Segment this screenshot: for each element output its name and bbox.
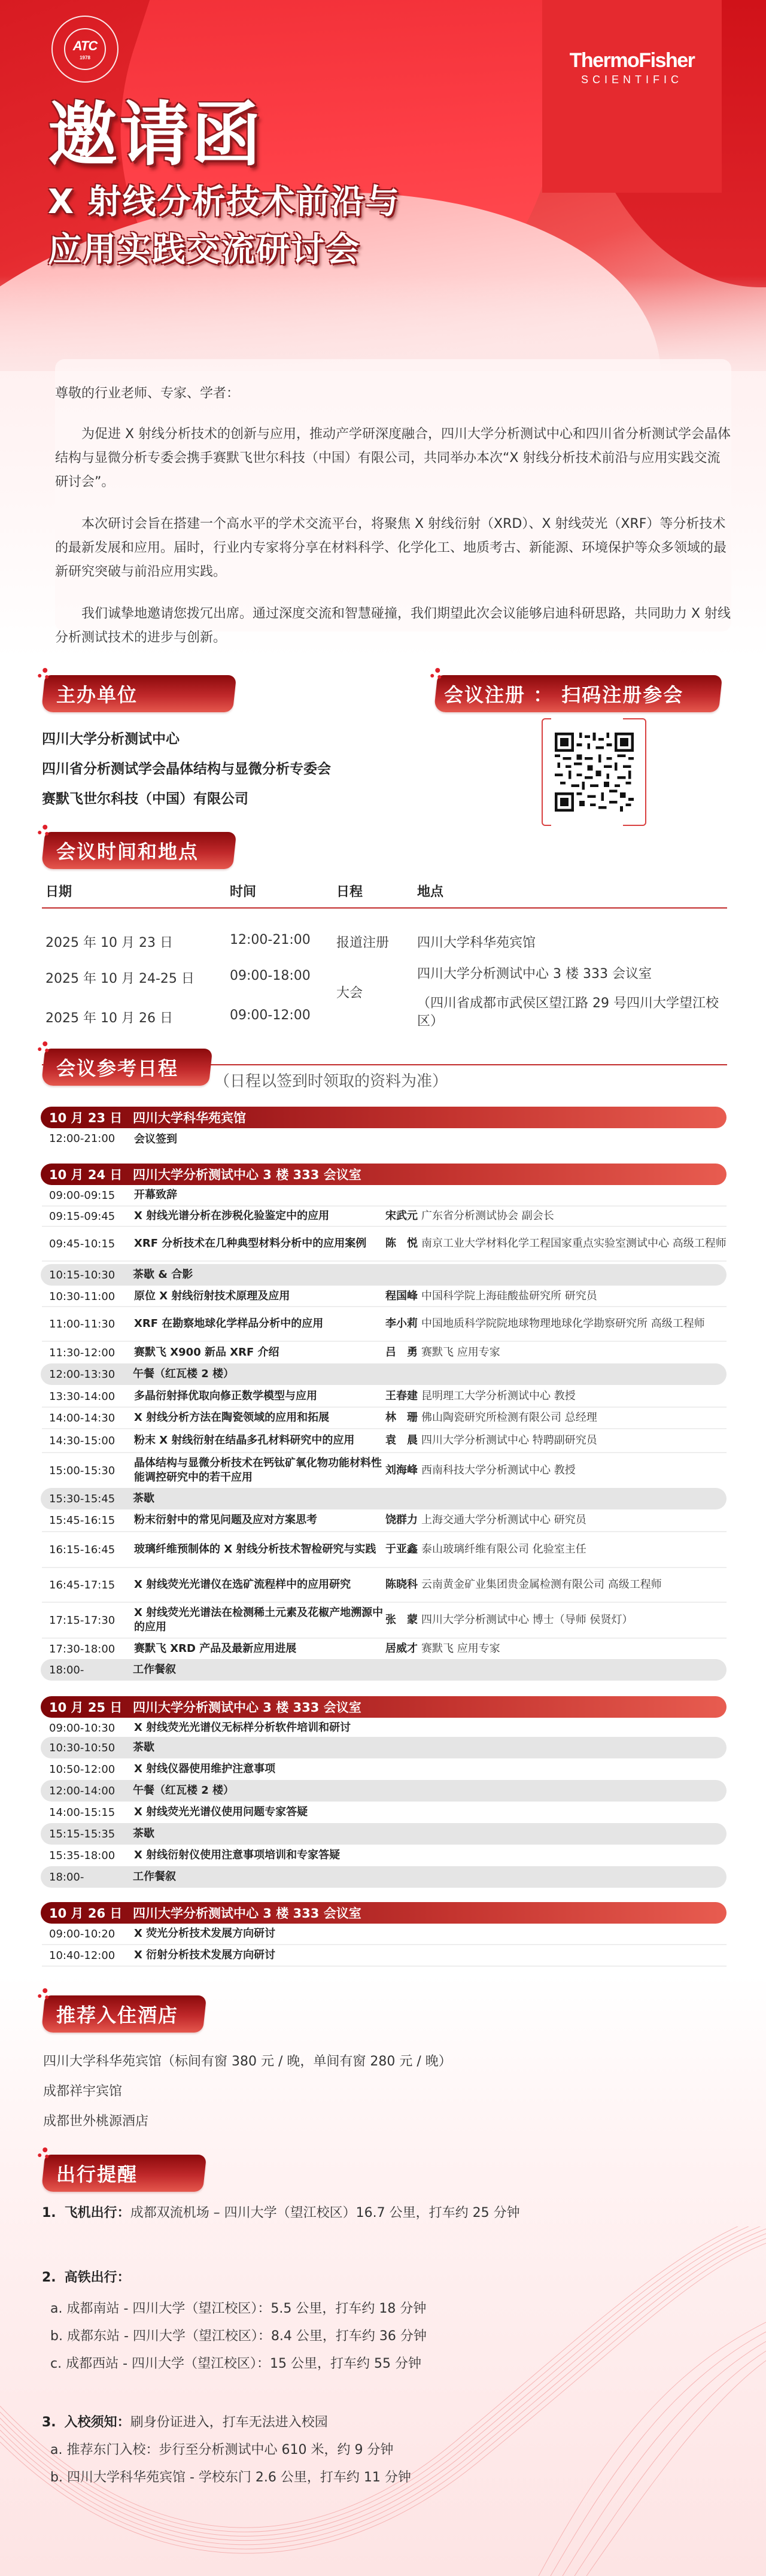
day-venue: 四川大学分析测试中心 3 楼 333 会议室 <box>133 1168 361 1182</box>
column-header-agenda: 日程 <box>336 884 363 900</box>
schedule-row <box>42 1845 727 1866</box>
day-header <box>41 1107 727 1128</box>
schedule-row <box>42 1718 727 1738</box>
page-subtitle-line1: X 射线分析技术前沿与 <box>48 183 400 221</box>
travel-item-campus <box>42 2412 328 2431</box>
speaker-name: 刘海峰 <box>385 1464 418 1477</box>
schedule-topic: X 射线光谱分析在涉税化验鉴定中的应用 <box>134 1210 330 1222</box>
schedule-speaker <box>385 1209 727 1223</box>
hotel-list <box>43 2047 452 2137</box>
item-text: 成都双流机场 – 四川大学（望江校区）16.7 公里，打车约 25 分钟 <box>130 2206 520 2220</box>
schedule-speaker <box>385 1317 727 1331</box>
section-header-hotels <box>41 1995 207 2033</box>
organizer-item: 赛默飞世尔科技（中国）有限公司 <box>42 791 248 807</box>
travel-subitem: a. 推荐东门入校：步行至分析测试中心 610 米，约 9 分钟 <box>50 2443 394 2457</box>
schedule-topic: 茶歇 <box>133 1492 154 1505</box>
speaker-name: 程国峰 <box>385 1290 418 1302</box>
schedule-topic: X 射线衍射仪使用注意事项培训和专家答疑 <box>134 1849 341 1861</box>
schedule-time: 10:50-12:00 <box>49 1763 115 1776</box>
schedule-speaker <box>385 1613 727 1627</box>
schedule-time: 10:40-12:00 <box>49 1949 115 1962</box>
day-header <box>41 1696 727 1718</box>
thermofisher-logo <box>542 0 722 193</box>
schedule-topic: 多晶衍射择优取向修正数学模型与应用 <box>134 1390 317 1402</box>
registration-qr-code[interactable] <box>555 733 634 812</box>
schedule-topic: XRF 分析技术在几种典型材料分析中的应用案例 <box>134 1237 367 1250</box>
schedule-speaker <box>385 1411 727 1425</box>
section-title: 出行提醒 <box>56 2163 138 2186</box>
section-header-organizers <box>41 675 237 712</box>
day-venue: 四川大学分析测试中心 3 楼 333 会议室 <box>133 1906 361 1921</box>
schedule-row <box>42 1342 727 1363</box>
speaker-name: 宋武元 <box>385 1210 418 1222</box>
schedule-topic: 赛默飞 XRD 产品及最新应用进展 <box>134 1642 297 1655</box>
table-cell-time: 09:00-18:00 <box>230 968 311 983</box>
section-title: 会议时间和地点 <box>56 840 199 863</box>
schedule-time: 14:00-14:30 <box>49 1411 115 1424</box>
day-header <box>41 1902 727 1924</box>
section-title: 推荐入住酒店 <box>56 2004 179 2027</box>
organizer-item: 四川大学分析测试中心 <box>42 731 180 747</box>
schedule-topic: X 射线分析方法在陶瓷领域的应用和拓展 <box>134 1411 330 1424</box>
travel-subitem: b. 四川大学科华苑宾馆 - 学校东门 2.6 公里，打车约 11 分钟 <box>50 2470 411 2485</box>
item-text: 刷身份证进入，打车无法进入校园 <box>130 2415 328 2430</box>
organizer-item: 四川省分析测试学会晶体结构与显微分析专委会 <box>42 761 331 777</box>
section-header-travel <box>41 2155 207 2192</box>
table-cell-place-address: （四川省成都市武侯区望江路 29 号四川大学望江校区） <box>417 996 719 1029</box>
schedule-topic: 工作餐叙 <box>133 1663 176 1676</box>
schedule-speaker <box>385 1542 727 1557</box>
section-header-time-place <box>41 832 237 869</box>
schedule-time: 15:35-18:00 <box>49 1849 115 1862</box>
schedule-topic: X 射线荧光光谱法在检测稀土元素及花椒产地溯源中的应用 <box>134 1606 384 1633</box>
schedule-speaker <box>385 1642 727 1656</box>
schedule-time: 11:00-11:30 <box>49 1317 115 1330</box>
schedule-topic: 玻璃纤维预制体的 X 射线分析技术智检研究与实践 <box>134 1543 376 1556</box>
schedule-topic: X 射线荧光光谱仪在选矿流程样中的应用研究 <box>134 1578 351 1591</box>
schedule-time: 15:00-15:30 <box>49 1464 115 1477</box>
travel-item-flight <box>42 2203 520 2221</box>
schedule-row <box>42 1568 727 1603</box>
intro-paragraph: 为促进 X 射线分析技术的创新与应用，推动产学研深度融合，四川大学分析测试中心和四川省分析测试学会晶体结构与显微分析专委会携手赛默飞世尔科技（中国）有限公司，共同举办本次“X 射线分析技术前沿与应用实践交流研讨会”。 <box>55 427 731 490</box>
schedule-time: 17:15-17:30 <box>49 1614 115 1627</box>
schedule-row-break <box>41 1823 727 1845</box>
schedule-time: 15:15-15:35 <box>49 1827 115 1840</box>
schedule-time: 09:00-10:30 <box>49 1721 115 1734</box>
schedule-row <box>42 1945 727 1967</box>
intro-paragraph: 本次研讨会旨在搭建一个高水平的学术交流平台，将聚焦 X 射线衍射（XRD）、X 射线荧光（XRF）等分析技术的最新发展和应用。届时，行业内专家将分享在材料科学、化学化工、地质考古、新能源、环境保护等众多领域的最新研究突破与前沿应用实践。 <box>55 517 727 579</box>
section-title: 主办单位 <box>56 684 138 706</box>
schedule-speaker <box>385 1513 727 1527</box>
atc-logo-mark: ATC <box>72 38 98 53</box>
dots-icon <box>38 668 52 682</box>
speaker-name: 林 珊 <box>385 1411 418 1424</box>
travel-subitem: b. 成都东站 - 四川大学（望江校区）：8.4 公里，打车约 36 分钟 <box>50 2329 427 2344</box>
speaker-affiliation: 上海交通大学分析测试中心 研究员 <box>421 1514 586 1526</box>
schedule-topic: 粉末衍射中的常见问题及应对方案思考 <box>134 1514 317 1526</box>
speaker-name: 张 蒙 <box>385 1614 418 1626</box>
speaker-name: 于亚鑫 <box>385 1543 418 1556</box>
speaker-affiliation: 四川大学分析测试中心 博士（导师 侯贤灯） <box>421 1614 633 1626</box>
schedule-row <box>42 1185 727 1207</box>
schedule-topic: X 衍射分析技术发展方向研讨 <box>134 1949 276 1961</box>
page-title: 邀请函 <box>48 95 263 175</box>
schedule-time: 09:45-10:15 <box>49 1237 115 1250</box>
thermofisher-sub: SCIENTIFIC <box>580 74 683 86</box>
dots-icon <box>38 1041 52 1056</box>
speaker-name: 居威才 <box>385 1642 418 1655</box>
organizer-list <box>42 724 331 814</box>
schedule-speaker <box>385 1389 727 1404</box>
schedule-row <box>42 1386 727 1408</box>
item-number: 1. <box>42 2206 56 2220</box>
schedule-row <box>42 1509 727 1532</box>
table-body <box>42 909 727 1065</box>
schedule-time: 10:30-11:00 <box>49 1290 115 1303</box>
table-cell-date: 2025 年 10 月 26 日 <box>45 1011 173 1026</box>
schedule-row <box>42 1758 727 1780</box>
day-venue: 四川大学分析测试中心 3 楼 333 会议室 <box>133 1700 361 1715</box>
day-date: 10 月 26 日 <box>49 1906 123 1921</box>
schedule-speaker <box>385 1463 727 1478</box>
speaker-affiliation: 中国地质科学院院地球物理地球化学勘察研究所 高级工程师 <box>421 1317 705 1330</box>
atc-logo <box>51 16 118 83</box>
schedule-row <box>42 1924 727 1945</box>
dots-icon <box>38 2147 52 2162</box>
speaker-name: 王春建 <box>385 1390 418 1402</box>
schedule-speaker <box>385 1433 727 1448</box>
table-cell-agenda-merged: 大会 <box>336 986 363 1001</box>
table-cell-agenda: 报道注册 <box>336 935 390 950</box>
schedule-time: 09:15-09:45 <box>49 1210 115 1223</box>
qr-frame <box>542 718 646 826</box>
schedule-topic: 开幕致辞 <box>134 1189 177 1201</box>
schedule-time: 14:30-15:00 <box>49 1434 115 1447</box>
schedule-time: 16:45-17:15 <box>49 1578 115 1591</box>
schedule-time: 11:30-12:00 <box>49 1346 115 1359</box>
page-subtitle-line2: 应用实践交流研讨会 <box>48 230 360 269</box>
table-cell-place: 四川大学科华苑宾馆 <box>417 935 536 950</box>
schedule-topic: X 荧光分析技术发展方向研讨 <box>134 1927 276 1940</box>
schedule-time: 13:30-14:00 <box>49 1390 115 1403</box>
time-place-table <box>42 874 727 1065</box>
schedule-row <box>42 1128 727 1149</box>
day-date: 10 月 25 日 <box>49 1700 123 1715</box>
table-cell-time: 12:00-21:00 <box>230 932 311 947</box>
speaker-affiliation: 南京工业大学材料化学工程国家重点实验室测试中心 高级工程师 <box>421 1237 727 1250</box>
column-header-time: 时间 <box>230 884 257 900</box>
column-header-date: 日期 <box>45 884 72 900</box>
schedule-topic: 茶歇 & 合影 <box>133 1268 193 1281</box>
speaker-affiliation: 赛默飞 应用专家 <box>421 1346 500 1359</box>
schedule-row <box>42 1227 727 1262</box>
schedule-time: 09:00-10:20 <box>49 1927 115 1940</box>
schedule-speaker <box>385 1237 727 1251</box>
schedule-topic: 工作餐叙 <box>133 1870 176 1883</box>
schedule-row-break <box>41 1363 727 1385</box>
section-title: 会议注册 ： 扫码注册参会 <box>444 684 684 706</box>
schedule-topic: 茶歇 <box>133 1827 154 1840</box>
travel-subitem: a. 成都南站 - 四川大学（望江校区）：5.5 公里，打车约 18 分钟 <box>50 2301 427 2316</box>
schedule-time: 15:45-16:15 <box>49 1514 115 1527</box>
schedule-row-break <box>41 1659 727 1681</box>
schedule-speaker <box>385 1289 727 1304</box>
speaker-name: 陈 悦 <box>385 1237 418 1250</box>
thermofisher-brand: ThermoFisher <box>569 49 695 72</box>
dots-icon <box>38 825 52 839</box>
hotel-item: 四川大学科华苑宾馆（标间有窗 380 元 / 晚，单间有窗 280 元 / 晚） <box>43 2054 452 2069</box>
speaker-affiliation: 云南黄金矿业集团贵金属检测有限公司 高级工程师 <box>421 1578 662 1591</box>
schedule-topic: X 射线荧光光谱仪使用问题专家答疑 <box>134 1806 308 1818</box>
schedule-row <box>42 1453 727 1488</box>
intro-paragraph: 我们诚挚地邀请您拨冗出席。通过深度交流和智慧碰撞，我们期望此次会议能够启迪科研思路，共同助力 X 射线分析测试技术的进步与创新。 <box>55 606 731 645</box>
schedule-time: 15:30-15:45 <box>49 1492 115 1505</box>
schedule-row-break <box>41 1264 727 1286</box>
schedule-topic: 赛默飞 X900 新品 XRF 介绍 <box>134 1346 279 1359</box>
schedule-topic: 会议签到 <box>134 1133 177 1146</box>
schedule-row <box>42 1603 727 1639</box>
schedule-topic: 粉末 X 射线衍射在结晶多孔材料研究中的应用 <box>134 1434 355 1447</box>
hotel-item: 成都世外桃源酒店 <box>43 2114 149 2129</box>
speaker-affiliation: 佛山陶瓷研究所检测有限公司 总经理 <box>421 1411 597 1424</box>
schedule-note: （日程以签到时领取的资料为准） <box>214 1073 448 1090</box>
schedule-time: 16:15-16:45 <box>49 1543 115 1556</box>
dots-icon <box>430 668 445 682</box>
speaker-name: 吕 勇 <box>385 1346 418 1359</box>
column-header-place: 地点 <box>417 884 444 900</box>
item-label: 入校须知： <box>64 2415 130 2430</box>
schedule-topic: X 射线仪器使用维护注意事项 <box>134 1763 276 1775</box>
schedule-topic: 午餐（红瓦楼 2 楼） <box>133 1368 235 1380</box>
schedule-time: 10:15-10:30 <box>49 1268 115 1281</box>
atc-logo-year: 1978 <box>80 54 90 60</box>
schedule-row-break <box>41 1488 727 1509</box>
schedule-time: 12:00-21:00 <box>49 1132 115 1145</box>
table-cell-date: 2025 年 10 月 23 日 <box>45 935 173 950</box>
speaker-name: 袁 晨 <box>385 1434 418 1447</box>
speaker-affiliation: 西南科技大学分析测试中心 教授 <box>421 1464 576 1477</box>
schedule-row <box>42 1429 727 1453</box>
dots-icon <box>38 1988 52 2003</box>
schedule-topic: XRF 在勘察地球化学样品分析中的应用 <box>134 1317 324 1330</box>
schedule-time: 10:30-10:50 <box>49 1741 115 1754</box>
table-cell-date: 2025 年 10 月 24-25 日 <box>45 971 194 986</box>
schedule-row <box>42 1802 727 1823</box>
schedule-row <box>42 1287 727 1307</box>
schedule-row-break <box>41 1780 727 1802</box>
item-label: 高铁出行： <box>64 2270 130 2285</box>
hotel-item: 成都祥宇宾馆 <box>43 2084 123 2099</box>
speaker-name: 陈晓科 <box>385 1578 418 1591</box>
schedule-speaker <box>385 1345 727 1360</box>
item-number: 2. <box>42 2270 56 2285</box>
schedule-time: 09:00-09:15 <box>49 1189 115 1202</box>
speaker-affiliation: 中国科学院上海硅酸盐研究所 研究员 <box>421 1290 597 1302</box>
speaker-affiliation: 四川大学分析测试中心 特聘副研究员 <box>421 1434 597 1447</box>
day-date: 10 月 24 日 <box>49 1168 123 1182</box>
table-cell-place: 四川大学分析测试中心 3 楼 333 会议室 <box>417 967 652 982</box>
speaker-affiliation: 赛默飞 应用专家 <box>421 1642 500 1655</box>
intro-letter <box>55 359 731 645</box>
schedule-row <box>42 1207 727 1227</box>
schedule-time: 12:00-14:00 <box>49 1784 115 1797</box>
schedule-row <box>42 1307 727 1342</box>
speaker-affiliation: 广东省分析测试协会 副会长 <box>421 1210 554 1222</box>
table-cell-time: 09:00-12:00 <box>230 1008 311 1023</box>
day-date: 10 月 23 日 <box>49 1111 123 1125</box>
schedule-topic: X 射线荧光光谱仪无标样分析软件培训和研讨 <box>134 1721 351 1734</box>
travel-subitem: c. 成都西站 - 四川大学（望江校区）：15 公里，打车约 55 分钟 <box>50 2356 421 2371</box>
section-title: 会议参考日程 <box>56 1057 179 1080</box>
schedule-row <box>42 1639 727 1659</box>
speaker-name: 李小莉 <box>385 1317 418 1330</box>
section-header-registration <box>434 675 723 712</box>
schedule-row-break <box>41 1737 727 1758</box>
travel-item-train <box>42 2267 130 2286</box>
schedule-speaker <box>385 1578 727 1592</box>
table-header <box>42 874 727 909</box>
schedule-topic: 茶歇 <box>133 1741 154 1754</box>
day-header <box>41 1164 727 1185</box>
schedule-row-break <box>41 1866 727 1888</box>
schedule-time: 14:00-15:15 <box>49 1806 115 1819</box>
schedule-time: 18:00- <box>49 1663 84 1676</box>
speaker-affiliation: 泰山玻璃纤维有限公司 化验室主任 <box>421 1543 586 1556</box>
day-venue: 四川大学科华苑宾馆 <box>133 1111 246 1125</box>
schedule-row <box>42 1408 727 1429</box>
intro-greeting: 尊敬的行业老师、专家、学者： <box>55 386 240 401</box>
item-label: 飞机出行： <box>64 2206 130 2220</box>
schedule-time: 18:00- <box>49 1870 84 1884</box>
schedule-topic: 午餐（红瓦楼 2 楼） <box>133 1784 235 1797</box>
schedule-row <box>42 1532 727 1568</box>
schedule-time: 17:30-18:00 <box>49 1642 115 1655</box>
speaker-name: 饶群力 <box>385 1514 418 1526</box>
schedule-topic: 晶体结构与显微分析技术在钙钛矿氧化物功能材料性能调控研究中的若干应用 <box>134 1457 382 1484</box>
section-header-schedule <box>41 1049 213 1086</box>
schedule-topic: 原位 X 射线衍射技术原理及应用 <box>134 1290 290 1302</box>
speaker-affiliation: 昆明理工大学分析测试中心 教授 <box>421 1390 576 1402</box>
item-number: 3. <box>42 2415 56 2430</box>
schedule-time: 12:00-13:30 <box>49 1368 115 1381</box>
hero-fade <box>0 275 766 371</box>
